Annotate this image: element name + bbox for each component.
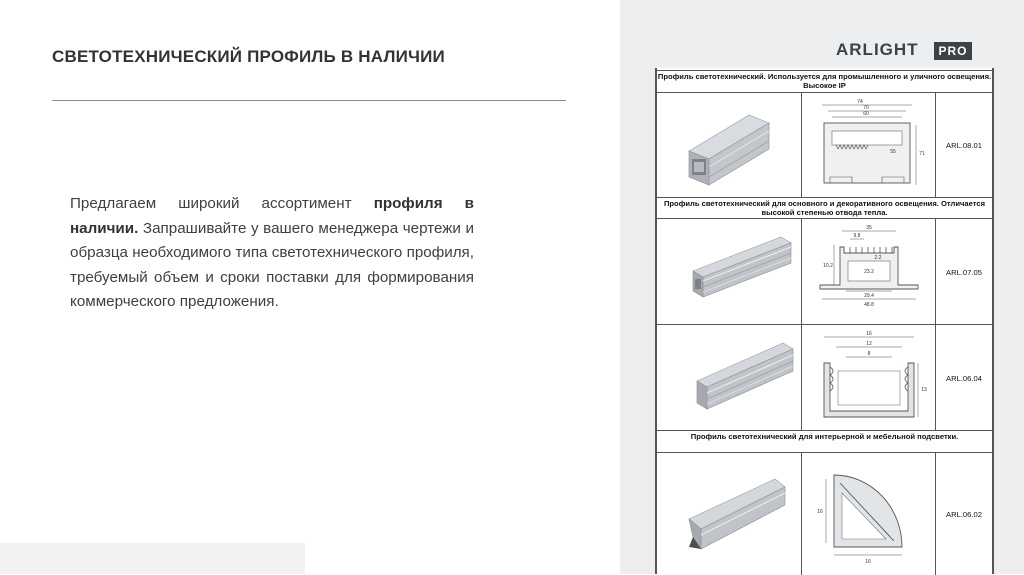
drawing-arl-08-01 — [802, 93, 936, 198]
profile-photo-arl-07-05 — [657, 219, 802, 325]
profile-photo-arl-06-04 — [657, 325, 802, 431]
dim-height-outer: 71 — [919, 151, 925, 157]
catalog-row-arl-06-04 — [657, 324, 992, 431]
dim-height: 13 — [921, 387, 927, 393]
drawing-arl-06-04 — [802, 325, 936, 431]
catalog-sheet — [655, 68, 994, 574]
code-arl-06-02: ARL.06.02 — [946, 509, 982, 519]
dim-width-mid: 70 — [863, 105, 869, 111]
intro-rest-text: Запрашивайте у вашего менеджера чертежи и образца необходимого типа светотехнического профиля, требуемый объем и сроки поставки для формирования коммерческого предложения. — [70, 219, 474, 311]
dim-flange: 48.8 — [864, 302, 874, 308]
arlight-logo — [836, 41, 972, 61]
logo-name: ARLIGHT — [836, 40, 919, 59]
code-arl-06-04: ARL.06.04 — [946, 373, 982, 383]
dim-mid-width: 12 — [866, 341, 872, 347]
code-arl-08-01: ARL.08.01 — [946, 141, 982, 150]
dim-top: 35 — [866, 225, 872, 231]
section-header-heat: Профиль светотехнический для основного и декоративного освещения. Отличается высокой степенью отвода тепла. — [657, 197, 992, 219]
code-arl-07-05: ARL.07.05 — [946, 267, 982, 277]
section-header-interior: Профиль светотехнический для интерьерной и мебельной подсветки. — [657, 430, 992, 454]
profile-photo-arl-08-01 — [657, 93, 802, 198]
catalog-row-arl-07-05 — [657, 218, 992, 325]
drawing-arl-07-05 — [802, 219, 936, 325]
dim-width-outer: 74 — [857, 99, 863, 105]
dim-width-inner: 60 — [863, 111, 869, 117]
catalog-row-arl-08-01 — [657, 92, 992, 198]
intro-bold-text: профиля в наличии. — [70, 195, 475, 237]
logo-pro-badge: PRO — [934, 42, 972, 60]
drawing-arl-06-02 — [802, 453, 936, 575]
intro-paragraph — [70, 192, 474, 315]
dim-width: 16 — [865, 559, 871, 565]
dim-base: 29.4 — [864, 293, 874, 299]
dim-inner: 23.2 — [864, 269, 874, 275]
profile-photo-arl-06-02 — [657, 453, 802, 575]
section-header-industrial: Профиль светотехнический. Используется для промышленного и уличного освещения. Высокое IP — [657, 70, 992, 94]
dim-height: 10.2 — [823, 263, 833, 269]
page-title: СВЕТОТЕХНИЧЕСКИЙ ПРОФИЛЬ В НАЛИЧИИ — [52, 47, 445, 66]
footer-strip — [0, 543, 305, 574]
intro-text: Предлагаем широкий ассортимент — [70, 195, 374, 212]
title-divider — [52, 100, 566, 101]
dim-inner-width: 8 — [867, 351, 871, 357]
dim-outer-width: 16 — [866, 331, 872, 337]
dim-height: 16 — [817, 509, 823, 515]
catalog-row-arl-06-02 — [657, 452, 992, 575]
dim-fin: 9.8 — [853, 233, 861, 239]
dim-gap: 2.2 — [874, 255, 882, 261]
dim-height-inner: 55 — [890, 149, 896, 155]
